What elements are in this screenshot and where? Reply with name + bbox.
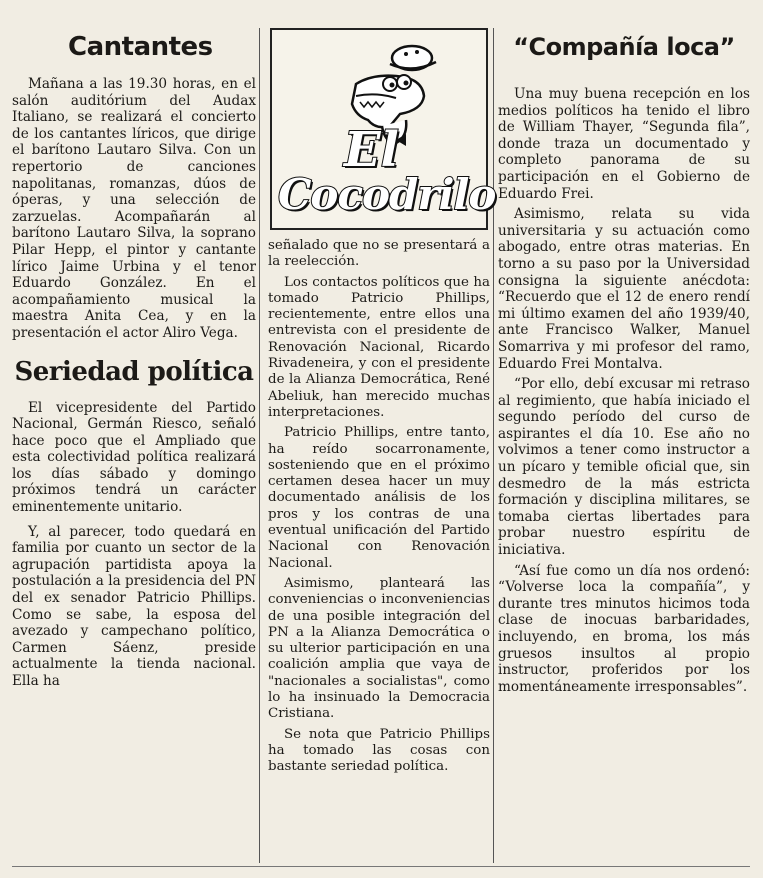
cantantes-headline: Cantantes [68, 32, 213, 62]
seriedad-paragraph-2: Y, al parecer, todo quedará en familia por cuanto un sector de la agrupación partidista apoya la postulación a la presidencia del PN del ex senador Patricio Phillips. Como se sabe, la esposa del avezado y campechano político, Carmen Sáenz, preside actualmente la tienda nacional. Ella ha [12, 523, 256, 689]
compania-paragraph-4: “Así fue como un día nos ordenó: “Volverse loca la compañía”, y durante tres minutos hicimos toda clase de inocuas barbaridades, incluyendo, en broma, los más gruesos insultos al propio instructor, proferidos por los momentáneamente irresponsables”. [498, 562, 750, 695]
seriedad-continuation-4: Asimismo, planteará las conveniencias o inconveniencias de una posible integración del PN a la Alianza Democrática o su ulterior participación en una coalición amplia que vaya de "nacionales a socialistas", como lo ha insinuado la Democracia Cristiana. [268, 575, 490, 722]
logo-word-el: El [344, 122, 399, 178]
el-cocodrilo-logo [270, 28, 496, 230]
seriedad-headline: Seriedad política [14, 356, 254, 387]
cantantes-paragraph-1: Mañana a las 19.30 horas, en el salón auditórium del Audax Italiano, se realizará el concierto de los cantantes líricos, que dirige el barítono Lautaro Silva. Con un repertorio de canciones napolitanas, romanzas, dúos de óperas, y una selección de zarzuelas. Acompañarán al barítono Lautaro Silva, la soprano Pilar Hepp, el pintor y cantante lírico Jaime Urbina y el tenor Eduardo González. En el acompañamiento musical la maestra Anita Cea, y en la presentación el actor Aliro Vega. [12, 76, 256, 341]
seriedad-paragraph-1: El vicepresidente del Partido Nacional, Germán Riesco, señaló hace poco que el Ampliado que esta colectividad política realizará los días sábado y domingo próximos tendrá un carácter eminentemente unitario. [12, 399, 256, 516]
column-middle [268, 28, 496, 776]
column-left [12, 28, 256, 690]
seriedad-continuation-2: Los contactos políticos que ha tomado Patricio Phillips, recientemente, entre ellos una entrevista con el presidente de Renovación Nacional, Ricardo Rivadeneira, y con el presidente de la Alianza Democrática, René Abeliuk, han merecido muchas interpretaciones. [268, 274, 490, 420]
column-rule-right [493, 28, 494, 863]
seriedad-continuation-5: Se nota que Patricio Phillips ha tomado las cosas con bastante seriedad política. [268, 726, 490, 775]
compania-paragraph-3: “Por ello, debí excusar mi retraso al regimiento, que había iniciado el segundo período del curso de aspirantes el día 10. Ese año no volvimos a tener como instructor a un pícaro y temible oficial que, sin desmedro de la más estricta formación y disciplina militares, se tomaba ciertas libertades para probar nuestro espíritu de iniciativa. [498, 376, 750, 559]
column-right [498, 28, 750, 695]
logo-word-cocodrilo: Cocodrilo [278, 170, 496, 219]
bottom-rule [12, 866, 750, 867]
column-rule-left [259, 28, 260, 863]
compania-headline: “Compañía loca” [513, 33, 735, 61]
compania-paragraph-1: Una muy buena recepción en los medios políticos ha tenido el libro de William Thayer, “Segunda fila”, donde traza un documentado y completo panorama de su participación en el Gobierno de Eduardo Frei. [498, 86, 750, 202]
seriedad-continuation-1: señalado que no se presentará a la reelección. [268, 238, 490, 270]
seriedad-continuation-3: Patricio Phillips, entre tanto, ha reído socarronamente, sosteniendo que en el próximo certamen desea hacer un muy documentado análisis de los pros y los contras de una eventual unificación del Partido Nacional con Renovación Nacional. [268, 425, 490, 571]
compania-paragraph-2: Asimismo, relata su vida universitaria y su actuación como abogado, entre otras materias. En torno a su paso por la Universidad consigna la siguiente anécdota: “Recuerdo que el 12 de enero rendí mi último examen del año 1939/40, ante Francisco Walker, Manuel Somarriva y mi profesor del ramo, Eduardo Frei Montalva. [498, 206, 750, 372]
